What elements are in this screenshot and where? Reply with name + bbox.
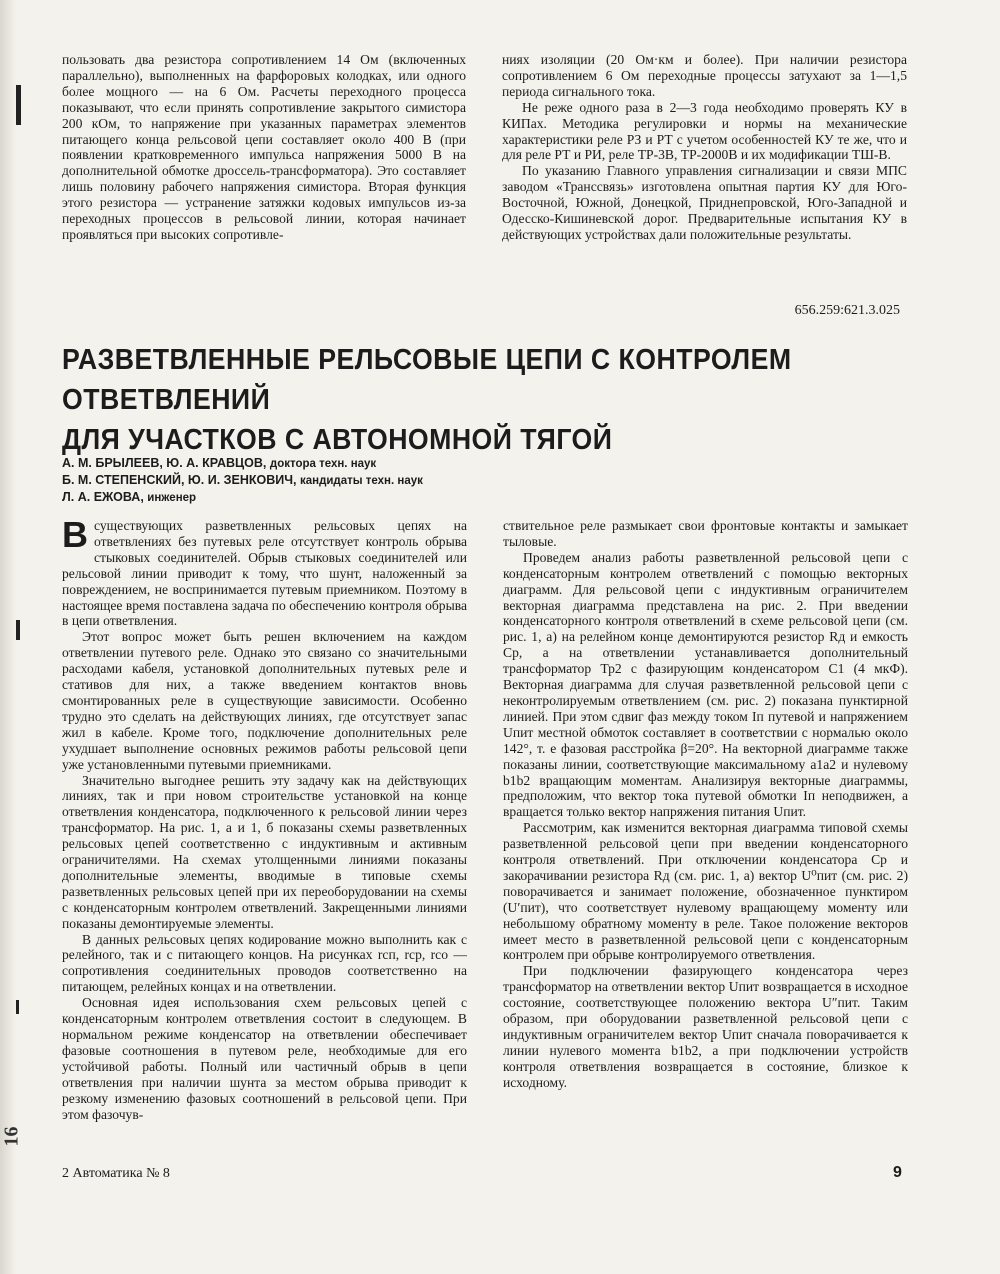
paragraph — [62, 514, 467, 629]
paragraph: В данных рельсовых цепях кодирование можно выполнить как с релейного, так и с питающего концов. На рисунках rсп, rср, rсо — сопротивления соединительных проводов соответственно на питающем, релейных концах и на ответвлении. — [62, 931, 467, 995]
page-number: 9 — [893, 1164, 902, 1181]
paragraph: ствительное реле размыкает свои фронтовые контакты и замыкает тыловые. — [503, 518, 908, 549]
author-role: доктора техн. наук — [269, 458, 377, 470]
paragraph: Проведем анализ работы разветвленной рельсовой цепи с конденсаторным контролем ответвлений с помощью векторных диаграмм. Для рельсовой цепи с индуктивным ограничителем векторная диаграмма представлена на рис. 2. При введении конденсаторного контроля ответвлений в схеме рельсовой цепи (см. рис. 1, а) на релейном конце демонтируются резистор Rд и емкость Ср, а на ответвлении устанавливается дополнительный трансформатор Тр2 с фазирующим конденсатором С1 (4 мкФ). Векторная диаграмма для случая разветвленной рельсовой цепи с неконтролируемым ответвлением (см. рис. 2) показана пунктирной линией. При этом сдвиг фаз между током Iп путевой и напряжением Uпит местной обмоток составляет в соответствии с нормалью около 142°, т. е фазовая расстройка β=20°. На векторной диаграмме также показаны линии, соответствующие максимальному a1a2 и нулевому b1b2 вращающим моментам. Анализируя векторные диаграммы, предположим, что вектор тока путевой обмотки Iп неподвижен, а вращается только вектор напряжения питания Uпит. — [503, 549, 908, 820]
title-line: ДЛЯ УЧАСТКОВ С АВТОНОМНОЙ ТЯГОЙ — [62, 424, 613, 456]
top-right-column — [502, 52, 907, 243]
body-left-column — [62, 514, 467, 1122]
paragraph: ниях изоляции (20 Ом·км и более). При наличии резистора сопротивлением 6 Ом переходные процессы затухают за 1—1,5 периода сигнального тока. — [502, 52, 907, 99]
paragraph: Не реже одного раза в 2—3 года необходимо проверять КУ в КИПах. Методика регулировки и нормы на механические характеристики реле РЗ и РТ с учетом особенностей КУ те же, что и для реле РТ и РИ, реле ТР-3В, ТР-2000В и их модификации ТШ-В. — [502, 99, 907, 163]
drop-cap: В — [62, 514, 88, 555]
binding-mark — [16, 85, 21, 125]
paragraph: Этот вопрос может быть решен включением на каждом ответвлении путевого реле. Однако это связано со значительными расходами кабеля, установкой дополнительных путевых реле и стативов для них, а также введением контактов вновь смонтированных реле в существующие зависимости. Особенно трудно это сделать на действующих линиях, где отсутствует запас жил в кабеле. Кроме того, подключение дополнительных реле ухудшает выполнение основных режимов работы рельсовой цепи уже установленными путевыми приемниками. — [62, 629, 467, 772]
author-role: инженер — [147, 492, 197, 504]
paragraph: Значительно выгоднее решить эту задачу как на действующих линиях, так и при новом строительстве установкой на конце ответвления конденсатора, подключенного к рельсовой линии через трансформатор. На рис. 1, а и 1, б показаны схемы разветвленных рельсовых цепей соответственно с индуктивным и активным ограничителями. На схемах утолщенными линиями показаны дополнительные элементы, вводимые в типовые схемы разветвленных рельсовых цепей при их переоборудовании на схемы с конденсаторным контролем ответвлений. Закрещенными линиями показаны демонтируемые элементы. — [62, 772, 467, 931]
body-right-column — [503, 518, 908, 1091]
binding-mark — [16, 1000, 19, 1014]
paragraph: По указанию Главного управления сигнализации и связи МПС заводом «Транссвязь» изготовлена опытная партия КУ для Юго-Восточной, Южной, Донецкой, Приднепровской, Юго-Западной и Одесско-Кишиневской дорог. Предварительные испытания КУ в действующих устройствах дали положительные результаты. — [502, 163, 907, 242]
first-paragraph-text: существующих разветвленных рельсовых цепях на ответвлениях без путевых реле отсутствует контроль обрыва стыковых соединителей. Обрыв стыковых соединителей или рельсовой линии приводит к тому, что шунт, наложенный за повреждением, не воспринимается путевым приемником. Поэтому в настоящее время поставлена задача по обеспечению контроля обрыва в цепи ответвления. — [62, 518, 467, 629]
paragraph: пользовать два резистора сопротивлением 14 Ом (включенных параллельно), выполненных на фарфоровых колодках, или одного более мощного — на 6 Ом. Расчеты переходного процесса показывают, что если принять сопротивление закрытого симистора 200 кОм, то напряжение при указанных параметрах элементов питающего конца рельсовой цепи составляет около 400 В (при появлении кратковременного импульса напряжения 5000 В на дополнительной обмотке дроссель-трансформатора). Это составляет лишь половину рабочего напряжения симистора. Вторая функция этого резистора — устранение затяжки кодовых импульсов из-за переходных процессов в рельсовой линии, которая начинает проявляться при высоких сопротивле- — [62, 52, 466, 242]
paragraph: Основная идея использования схем рельсовых цепей с конденсаторным контролем ответвления состоит в следующем. В нормальном режиме конденсатор на ответвлении обеспечивает фазовые соотношения в путевом реле, необходимые для его устойчивой работы. Полный или частичный обрыв в цепи ответвления при наличии шунта за местом обрыва приводит к резкому изменению фазовых соотношений в рельсовой цепи. При этом фазочув- — [62, 995, 467, 1122]
author-role: кандидаты техн. наук — [299, 475, 423, 487]
author-names: Б. М. СТЕПЕНСКИЙ, Ю. И. ЗЕНКОВИЧ, — [62, 473, 297, 487]
author-names: Л. А. ЕЖОВА, — [62, 490, 144, 504]
journal-footer: 2 Автоматика № 8 — [62, 1166, 170, 1181]
title-line: РАЗВЕТВЛЕННЫЕ РЕЛЬСОВЫЕ ЦЕПИ С КОНТРОЛЕМ ОТВЕТВЛЕНИЙ — [62, 344, 792, 416]
top-left-column — [62, 52, 466, 243]
udc-code: 656.259:621.3.025 — [794, 303, 900, 318]
article-title — [62, 340, 853, 460]
authors-block — [62, 455, 662, 506]
margin-note: 16 — [0, 1126, 23, 1147]
author-line — [62, 489, 662, 506]
author-line — [62, 472, 662, 489]
scan-edge — [0, 0, 16, 1274]
author-line — [62, 455, 662, 472]
paragraph: Рассмотрим, как изменится векторная диаграмма типовой схемы разветвленной рельсовой цепи при введении конденсаторного контроля ответвлений. При отключении конденсатора Ср и закорачивании резистора Rд (см. рис. 1, а) вектор U⁰пит (см. рис. 2) поворачивается и занимает положение, обозначенное пунктиром (U′пит), что соответствует нулевому вращающему моменту или небольшому обратному моменту в реле. Такое положение векторов имеет место в разветвленной рельсовой цепи с конденсаторным контролем при обрыве контролируемого ответвления. — [503, 820, 908, 963]
paragraph: При подключении фазирующего конденсатора через трансформатор на ответвлении вектор Uпит возвращается в исходное состояние, соответствующее положению вектора U″пит. Таким образом, при оборудовании разветвленной рельсовой цепи с индуктивным ограничителем вектор Uпит сначала поворачивается к линии нулевого момента b1b2, а при подключении устройств контроля ответвления возвращается в состояние, близкое к исходному. — [503, 963, 908, 1090]
binding-mark — [16, 620, 20, 640]
author-names: А. М. БРЫЛЕЕВ, Ю. А. КРАВЦОВ, — [62, 456, 267, 470]
